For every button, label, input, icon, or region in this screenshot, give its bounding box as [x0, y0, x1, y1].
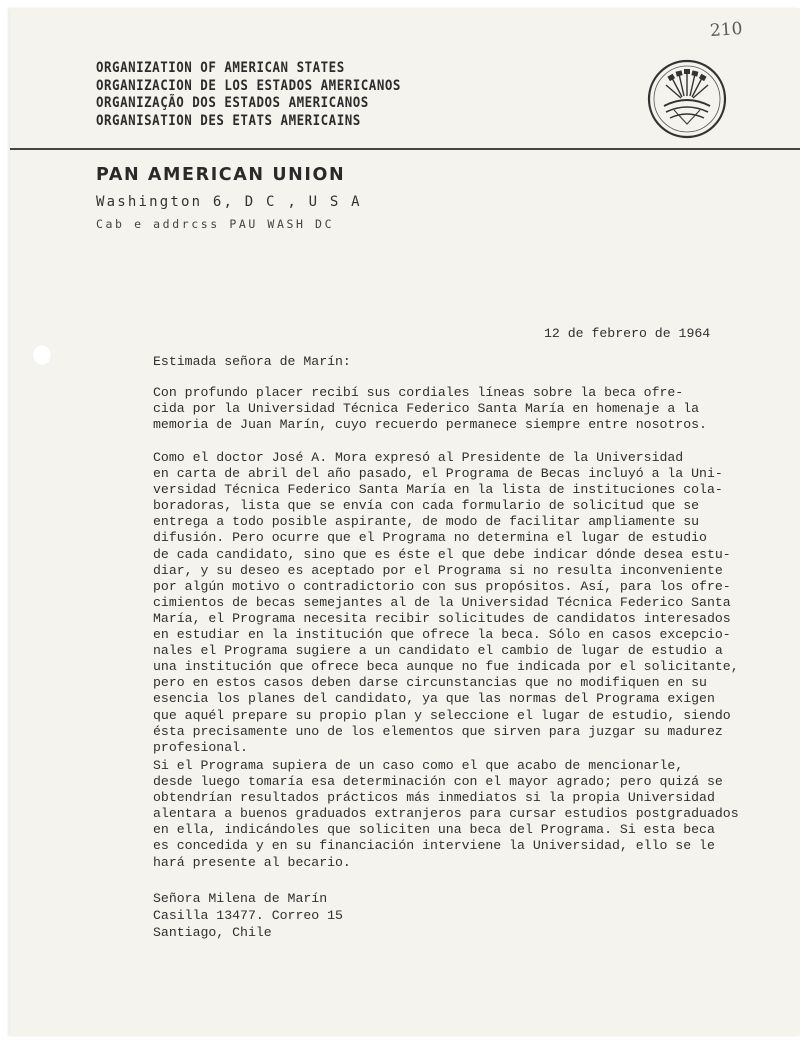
paragraph-line: desde luego tomaría esa determinación con el mayor agrado; pero quizá se [153, 774, 723, 790]
paragraph-1 [153, 385, 707, 433]
paragraph-line: una institución que ofrece beca aunque no fue indicada por el solicitante, [153, 659, 739, 675]
paragraph-line: versidad Técnica Federico Santa María en la lista de instituciones cola- [153, 482, 723, 498]
paragraph-line: cida por la Universidad Técnica Federico Santa María en homenaje a la [153, 401, 700, 417]
paragraph-line: en estudiar en la institución que ofrece la beca. Sólo en casos excepcio- [153, 627, 731, 643]
paragraph-line: nales el Programa sugiere a un candidato el cambio de lugar de estudio a [153, 643, 723, 659]
letterhead-divider [10, 148, 800, 150]
paragraph-line: María, el Programa necesita recibir solicitudes de candidatos interesados [153, 610, 731, 626]
paragraph-line: que aquél prepare su propio plan y seleccione el lugar de estudio, siendo [153, 707, 731, 723]
paragraph-line: Como el doctor José A. Mora expresó al Presidente de la Universidad [153, 450, 684, 465]
paragraph-line: esencia los planes del candidato, ya que las normas del Programa exigen [153, 691, 715, 707]
paragraph-line: boradoras, lista que se envía con cada formulario de solicitud que se [153, 498, 700, 514]
paragraph-line: Con profundo placer recibí sus cordiales líneas sobre la beca ofre- [153, 385, 684, 400]
recipient-address [153, 890, 343, 941]
paragraph-line: de cada candidato, sino que es éste el que debe indicar dónde desea estu- [153, 546, 731, 562]
paragraph-line: Si el Programa supiera de un caso como el que acabo de mencionarle, [153, 758, 684, 773]
salutation: Estimada señora de Marín: [153, 354, 351, 369]
letter-page [10, 8, 800, 1036]
archive-number: 210 [709, 18, 744, 42]
paragraph-line: ésta precisamente uno de los elementos que sirven para juzgar su madurez [153, 723, 723, 739]
paragraph-line: pero en estos casos deben darse circunstancias que no modifiquen en su [153, 675, 707, 691]
paragraph-line: obtendrían resultados prácticos más inmediatos si la propia Universidad [153, 790, 715, 806]
org-name-spanish: ORGANIZACION DE LOS ESTADOS AMERICANOS [96, 77, 401, 94]
paragraph-line: por algún motivo o contradictorio con sus propósitos. Así, para los ofre- [153, 578, 731, 594]
paragraph-line: entrega a todo posible aspirante, de modo de facilitar ampliamente su [153, 514, 700, 530]
paragraph-line: es concedida y en su financiación interviene la Universidad, ello se le [153, 838, 715, 854]
recipient-line: Santiago, Chile [153, 925, 272, 940]
oas-seal-icon [646, 58, 728, 140]
paragraph-line: difusión. Pero ocurre que el Programa no determina el lugar de estudio [153, 530, 707, 546]
paragraph-line: en carta de abril del año pasado, el Programa de Becas incluyó a la Uni- [153, 466, 723, 482]
org-name-english: ORGANIZATION OF AMERICAN STATES [96, 60, 345, 76]
union-name: PAN AMERICAN UNION [96, 165, 346, 185]
letter-date: 12 de febrero de 1964 [544, 326, 711, 341]
address-line: Washington 6, D C , U S A [96, 194, 362, 210]
paragraph-2 [153, 450, 739, 756]
cable-address: Cab e addrcss PAU WASH DC [96, 217, 335, 231]
paragraph-line: alentara a buenos graduados extranjeros para cursar estudios postgraduados [153, 806, 739, 822]
paragraph-line: en ella, indicándoles que soliciten una beca del Programa. Si esta beca [153, 822, 715, 838]
paragraph-line: memoria de Juan Marín, cuyo recuerdo permanece siempre entre nosotros. [153, 417, 707, 433]
paragraph-line: hará presente al becario. [153, 854, 351, 870]
recipient-line: Casilla 13477. Correo 15 [153, 908, 343, 923]
paragraph-line: diar, y su deseo es aceptado por el Programa si no resulta inconveniente [153, 562, 723, 578]
paragraph-3 [153, 758, 739, 871]
organization-names [96, 60, 401, 130]
recipient-line: Señora Milena de Marín [153, 891, 328, 906]
org-name-portuguese: ORGANIZAÇÃO DOS ESTADOS AMERICANOS [96, 95, 369, 111]
paragraph-line: profesional. [153, 739, 248, 755]
org-name-french: ORGANISATION DES ETATS AMERICAINS [96, 112, 361, 129]
paragraph-line: cimientos de becas semejantes al de la Universidad Técnica Federico Santa [153, 594, 731, 610]
punch-hole [32, 344, 52, 366]
